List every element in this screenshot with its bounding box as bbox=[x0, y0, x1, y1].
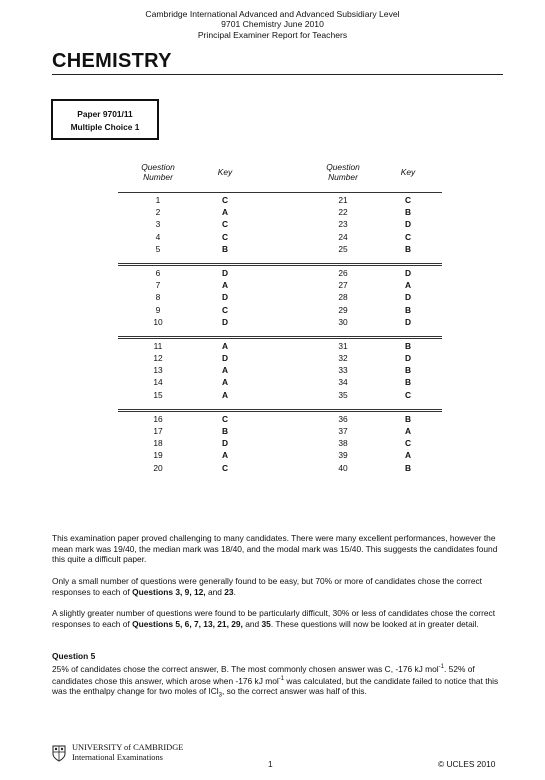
bold-run: 35 bbox=[261, 618, 271, 629]
question-number: 3 bbox=[155, 219, 161, 230]
answer-key: A bbox=[221, 365, 229, 376]
text-run: , so the correct answer was half of this. bbox=[222, 686, 367, 697]
subscript: 3 bbox=[218, 693, 223, 700]
question-number: 4 bbox=[155, 231, 161, 242]
table-header-row bbox=[118, 162, 442, 186]
table-row bbox=[118, 194, 442, 206]
title-rule bbox=[52, 74, 503, 75]
question-number: 25 bbox=[338, 243, 348, 254]
answer-key: A bbox=[221, 340, 229, 351]
text-run: was calculated, but the candidate failed to notice that this was the enthalpy change for two moles of ICl bbox=[52, 675, 499, 697]
question-number: 6 bbox=[155, 267, 161, 278]
answer-key: A bbox=[221, 450, 229, 461]
group-divider bbox=[118, 192, 442, 193]
question-number: 40 bbox=[338, 462, 348, 473]
key-header-1: Key bbox=[217, 167, 233, 177]
answer-key-table bbox=[118, 162, 442, 474]
answer-key: A bbox=[221, 207, 229, 218]
answer-key: C bbox=[404, 389, 412, 400]
question-number: 11 bbox=[153, 340, 163, 351]
question-number: 9 bbox=[155, 304, 161, 315]
question-number: 26 bbox=[338, 267, 348, 278]
question-5-section bbox=[52, 651, 504, 702]
bold-run: Questions 3, 9, 12, bbox=[132, 586, 206, 597]
answer-key: C bbox=[221, 231, 229, 242]
question-number: 24 bbox=[338, 231, 348, 242]
question-number: 21 bbox=[338, 195, 348, 205]
table-row bbox=[118, 352, 442, 364]
question-number: 28 bbox=[338, 292, 348, 303]
table-row bbox=[118, 291, 442, 303]
table-row bbox=[118, 206, 442, 218]
answer-key: D bbox=[404, 353, 412, 364]
question-number: 36 bbox=[338, 413, 348, 424]
answer-key: B bbox=[404, 377, 412, 388]
question-number: 8 bbox=[155, 292, 161, 303]
text-run: . 52% of candidates chose this answer, which arose when -176 kJ mol bbox=[52, 663, 475, 686]
answer-key: C bbox=[404, 231, 412, 242]
question-number: 12 bbox=[153, 353, 163, 364]
table-body bbox=[118, 192, 442, 474]
table-row bbox=[118, 376, 442, 388]
answer-key: D bbox=[221, 267, 229, 278]
paper-number: Paper 9701/11 bbox=[77, 109, 133, 119]
question-number-header-1 bbox=[118, 162, 198, 182]
question-number: 29 bbox=[338, 304, 348, 315]
answer-key: D bbox=[221, 316, 229, 327]
answer-key: D bbox=[221, 292, 229, 303]
question-number: 2 bbox=[155, 207, 161, 218]
text-run: . bbox=[233, 586, 236, 597]
answer-key: B bbox=[404, 462, 412, 473]
bold-run: 23 bbox=[224, 586, 234, 597]
question-number: 18 bbox=[153, 438, 163, 449]
superscript: -1 bbox=[438, 663, 445, 670]
logo-line-1: UNIVERSITY of CAMBRIDGE bbox=[72, 743, 184, 752]
question-number-header-2 bbox=[303, 162, 383, 182]
question-number: 38 bbox=[338, 438, 348, 449]
question-number: 27 bbox=[338, 280, 348, 291]
question-number: 33 bbox=[338, 365, 348, 376]
answer-key: A bbox=[404, 450, 412, 461]
table-row bbox=[118, 389, 442, 401]
table-row bbox=[118, 437, 442, 449]
bold-run: Questions 5, 6, 7, 13, 21, 29, bbox=[132, 618, 243, 629]
table-row bbox=[118, 449, 442, 461]
crest-icon bbox=[52, 745, 66, 762]
university-logo bbox=[52, 743, 183, 763]
answer-key: C bbox=[221, 413, 229, 424]
key-group bbox=[118, 263, 442, 328]
question-number: 32 bbox=[338, 353, 348, 364]
question-number: 17 bbox=[153, 426, 163, 436]
answer-key: D bbox=[221, 438, 229, 449]
header-line-2: 9701 Chemistry June 2010 bbox=[221, 19, 324, 30]
answer-key: C bbox=[404, 195, 412, 205]
table-row bbox=[118, 231, 442, 243]
text-run: and bbox=[205, 586, 225, 597]
answer-key: A bbox=[404, 426, 412, 436]
question-header-text: Question bbox=[326, 162, 360, 172]
paragraph-difficult-questions bbox=[52, 608, 504, 629]
question-number: 39 bbox=[338, 450, 348, 461]
table-row bbox=[118, 243, 442, 255]
paragraph-easy-questions bbox=[52, 576, 504, 597]
answer-key: B bbox=[404, 207, 412, 218]
group-divider bbox=[118, 409, 442, 412]
text-run: A slightly greater number of questions were found to be particularly difficult, 30% or less of candidates chose the correct responses to each of bbox=[52, 608, 496, 629]
question-5-title: Question 5 bbox=[52, 651, 96, 661]
answer-key: B bbox=[404, 243, 412, 254]
question-number: 5 bbox=[155, 243, 161, 254]
question-number: 20 bbox=[153, 462, 163, 473]
table-row bbox=[118, 304, 442, 316]
superscript: -1 bbox=[278, 675, 285, 682]
answer-key: B bbox=[404, 304, 412, 315]
answer-key: A bbox=[404, 280, 412, 291]
copyright: © UCLES 2010 bbox=[438, 759, 496, 769]
table-row bbox=[118, 316, 442, 328]
question-number: 15 bbox=[153, 389, 163, 400]
group-divider bbox=[118, 263, 442, 266]
answer-key: D bbox=[221, 353, 229, 364]
table-row bbox=[118, 279, 442, 291]
question-number: 14 bbox=[153, 377, 163, 388]
table-row bbox=[118, 364, 442, 376]
question-number: 35 bbox=[338, 389, 348, 400]
text-run: and bbox=[242, 618, 262, 629]
answer-key: C bbox=[221, 462, 229, 473]
answer-key: B bbox=[404, 340, 412, 351]
question-number: 1 bbox=[155, 195, 161, 205]
header-line-3: Principal Examiner Report for Teachers bbox=[197, 29, 348, 40]
table-row bbox=[118, 462, 442, 474]
number-header-text: Number bbox=[143, 172, 173, 182]
table-row bbox=[118, 413, 442, 425]
question-number: 13 bbox=[153, 365, 163, 376]
logo-text bbox=[72, 743, 183, 763]
answer-key: B bbox=[404, 365, 412, 376]
question-number: 31 bbox=[338, 340, 348, 351]
table-row bbox=[118, 340, 442, 352]
paragraph-overview: This examination paper proved challenging to many candidates. There were many excellent performances, however the mean mark was 19/40, the median mark was 18/40, and the modal mark was 15/40. This suggests the candidates found this quite a difficult paper. bbox=[52, 533, 498, 565]
answer-key: B bbox=[221, 243, 229, 254]
answer-key: C bbox=[404, 438, 412, 449]
answer-key: A bbox=[221, 280, 229, 291]
question-number: 34 bbox=[338, 377, 348, 388]
answer-key: C bbox=[221, 304, 229, 315]
answer-key: C bbox=[221, 195, 229, 205]
answer-key: D bbox=[404, 267, 412, 278]
paper-box bbox=[51, 99, 159, 140]
question-5-text bbox=[52, 662, 504, 702]
table-row bbox=[118, 425, 442, 437]
header-line-1: Cambridge International Advanced and Advanced Subsidiary Level bbox=[145, 9, 400, 19]
question-number: 19 bbox=[153, 450, 163, 461]
question-number: 16 bbox=[153, 413, 163, 424]
answer-key: D bbox=[404, 316, 412, 327]
group-divider bbox=[118, 336, 442, 339]
page-number: 1 bbox=[268, 759, 273, 769]
table-row bbox=[118, 218, 442, 230]
key-group bbox=[118, 336, 442, 401]
key-group bbox=[118, 192, 442, 255]
answer-key: C bbox=[221, 219, 229, 230]
answer-key: A bbox=[221, 377, 229, 388]
answer-key: B bbox=[404, 413, 412, 424]
page-header bbox=[0, 9, 545, 40]
table-row bbox=[118, 267, 442, 279]
text-run: Only a small number of questions were generally found to be easy, but 70% or more of candidates chose the correct responses to each of bbox=[52, 576, 482, 597]
answer-key: A bbox=[221, 389, 229, 400]
text-run: 25% of candidates chose the correct answer, B. The most commonly chosen answer was C, -176 kJ mol bbox=[52, 663, 439, 674]
logo-line-2: International Examinations bbox=[72, 753, 163, 762]
key-group bbox=[118, 409, 442, 474]
number-header-text: Number bbox=[328, 172, 358, 182]
paper-component: Multiple Choice 1 bbox=[70, 122, 140, 132]
text-run: . These questions will now be looked at in greater detail. bbox=[270, 618, 479, 629]
subject-title: CHEMISTRY bbox=[52, 50, 172, 72]
answer-key: D bbox=[404, 219, 412, 230]
question-number: 7 bbox=[155, 280, 161, 291]
key-header-2: Key bbox=[400, 167, 416, 177]
answer-key: D bbox=[404, 292, 412, 303]
question-number: 10 bbox=[153, 316, 163, 327]
question-number: 30 bbox=[338, 316, 348, 327]
question-number: 23 bbox=[338, 219, 348, 230]
question-header-text: Question bbox=[141, 162, 175, 172]
question-number: 22 bbox=[338, 207, 348, 218]
question-number: 37 bbox=[338, 426, 348, 436]
answer-key: B bbox=[221, 426, 229, 436]
